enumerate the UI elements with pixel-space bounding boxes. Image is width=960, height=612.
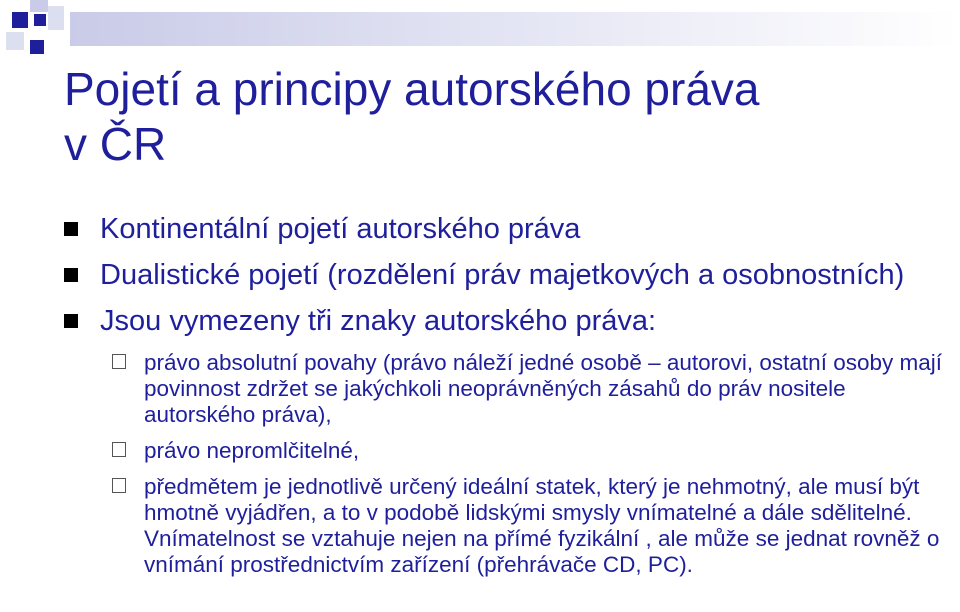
header-decoration [0,0,960,60]
title-line-1: Pojetí a principy autorského práva [64,63,760,115]
deco-square-blue-1 [12,12,28,28]
square-bullet-icon [64,314,78,328]
deco-square-light-1 [30,0,48,12]
bullet-text: Kontinentální pojetí autorského práva [100,213,581,245]
square-bullet-icon [64,222,78,236]
bullet-item [62,258,942,292]
bullet-text: Jsou vymezeny tři znaky autorského práva: [100,305,657,337]
square-bullet-icon [64,268,78,282]
subbullet-item [62,438,942,464]
hollow-box-bullet-icon [112,354,126,369]
hollow-box-bullet-icon [112,478,126,493]
hollow-box-bullet-icon [112,442,126,457]
deco-band [70,12,960,46]
bullet-item [62,304,942,338]
subbullet-item [62,350,942,428]
bullet-item [62,212,942,246]
subbullet-text: právo nepromlčitelné, [144,438,360,463]
deco-square-blue-3 [30,40,44,54]
subbullet-text: předmětem je jednotlivě určený ideální statek, který je nehmotný, ale musí být hmotně vyjádřen, a to v podobě lidskými smysly vnímatelné a dále sdělitelné. Vnímatelnost se vztahuje nejen na přímé fyzikální , ale může se jednat rovněž o vnímání prostřednictvím zařízení (přehrávače CD, PC). [144,474,940,577]
bullet-list [62,212,942,588]
subbullet-text: právo absolutní povahy (právo náleží jedné osobě – autorovi, ostatní osoby mají povinnost zdržet se jakýchkoli neoprávněných zásahů do práv nositele autorského práva), [144,350,942,427]
slide-title [64,62,944,172]
bullet-text: Dualistické pojetí (rozdělení práv majetkových a osobnostních) [100,259,905,291]
subbullet-item [62,474,942,578]
deco-square-light-3 [6,32,24,50]
deco-square-light-2 [48,6,64,30]
title-line-2: v ČR [64,118,167,171]
deco-square-blue-2 [34,14,46,26]
